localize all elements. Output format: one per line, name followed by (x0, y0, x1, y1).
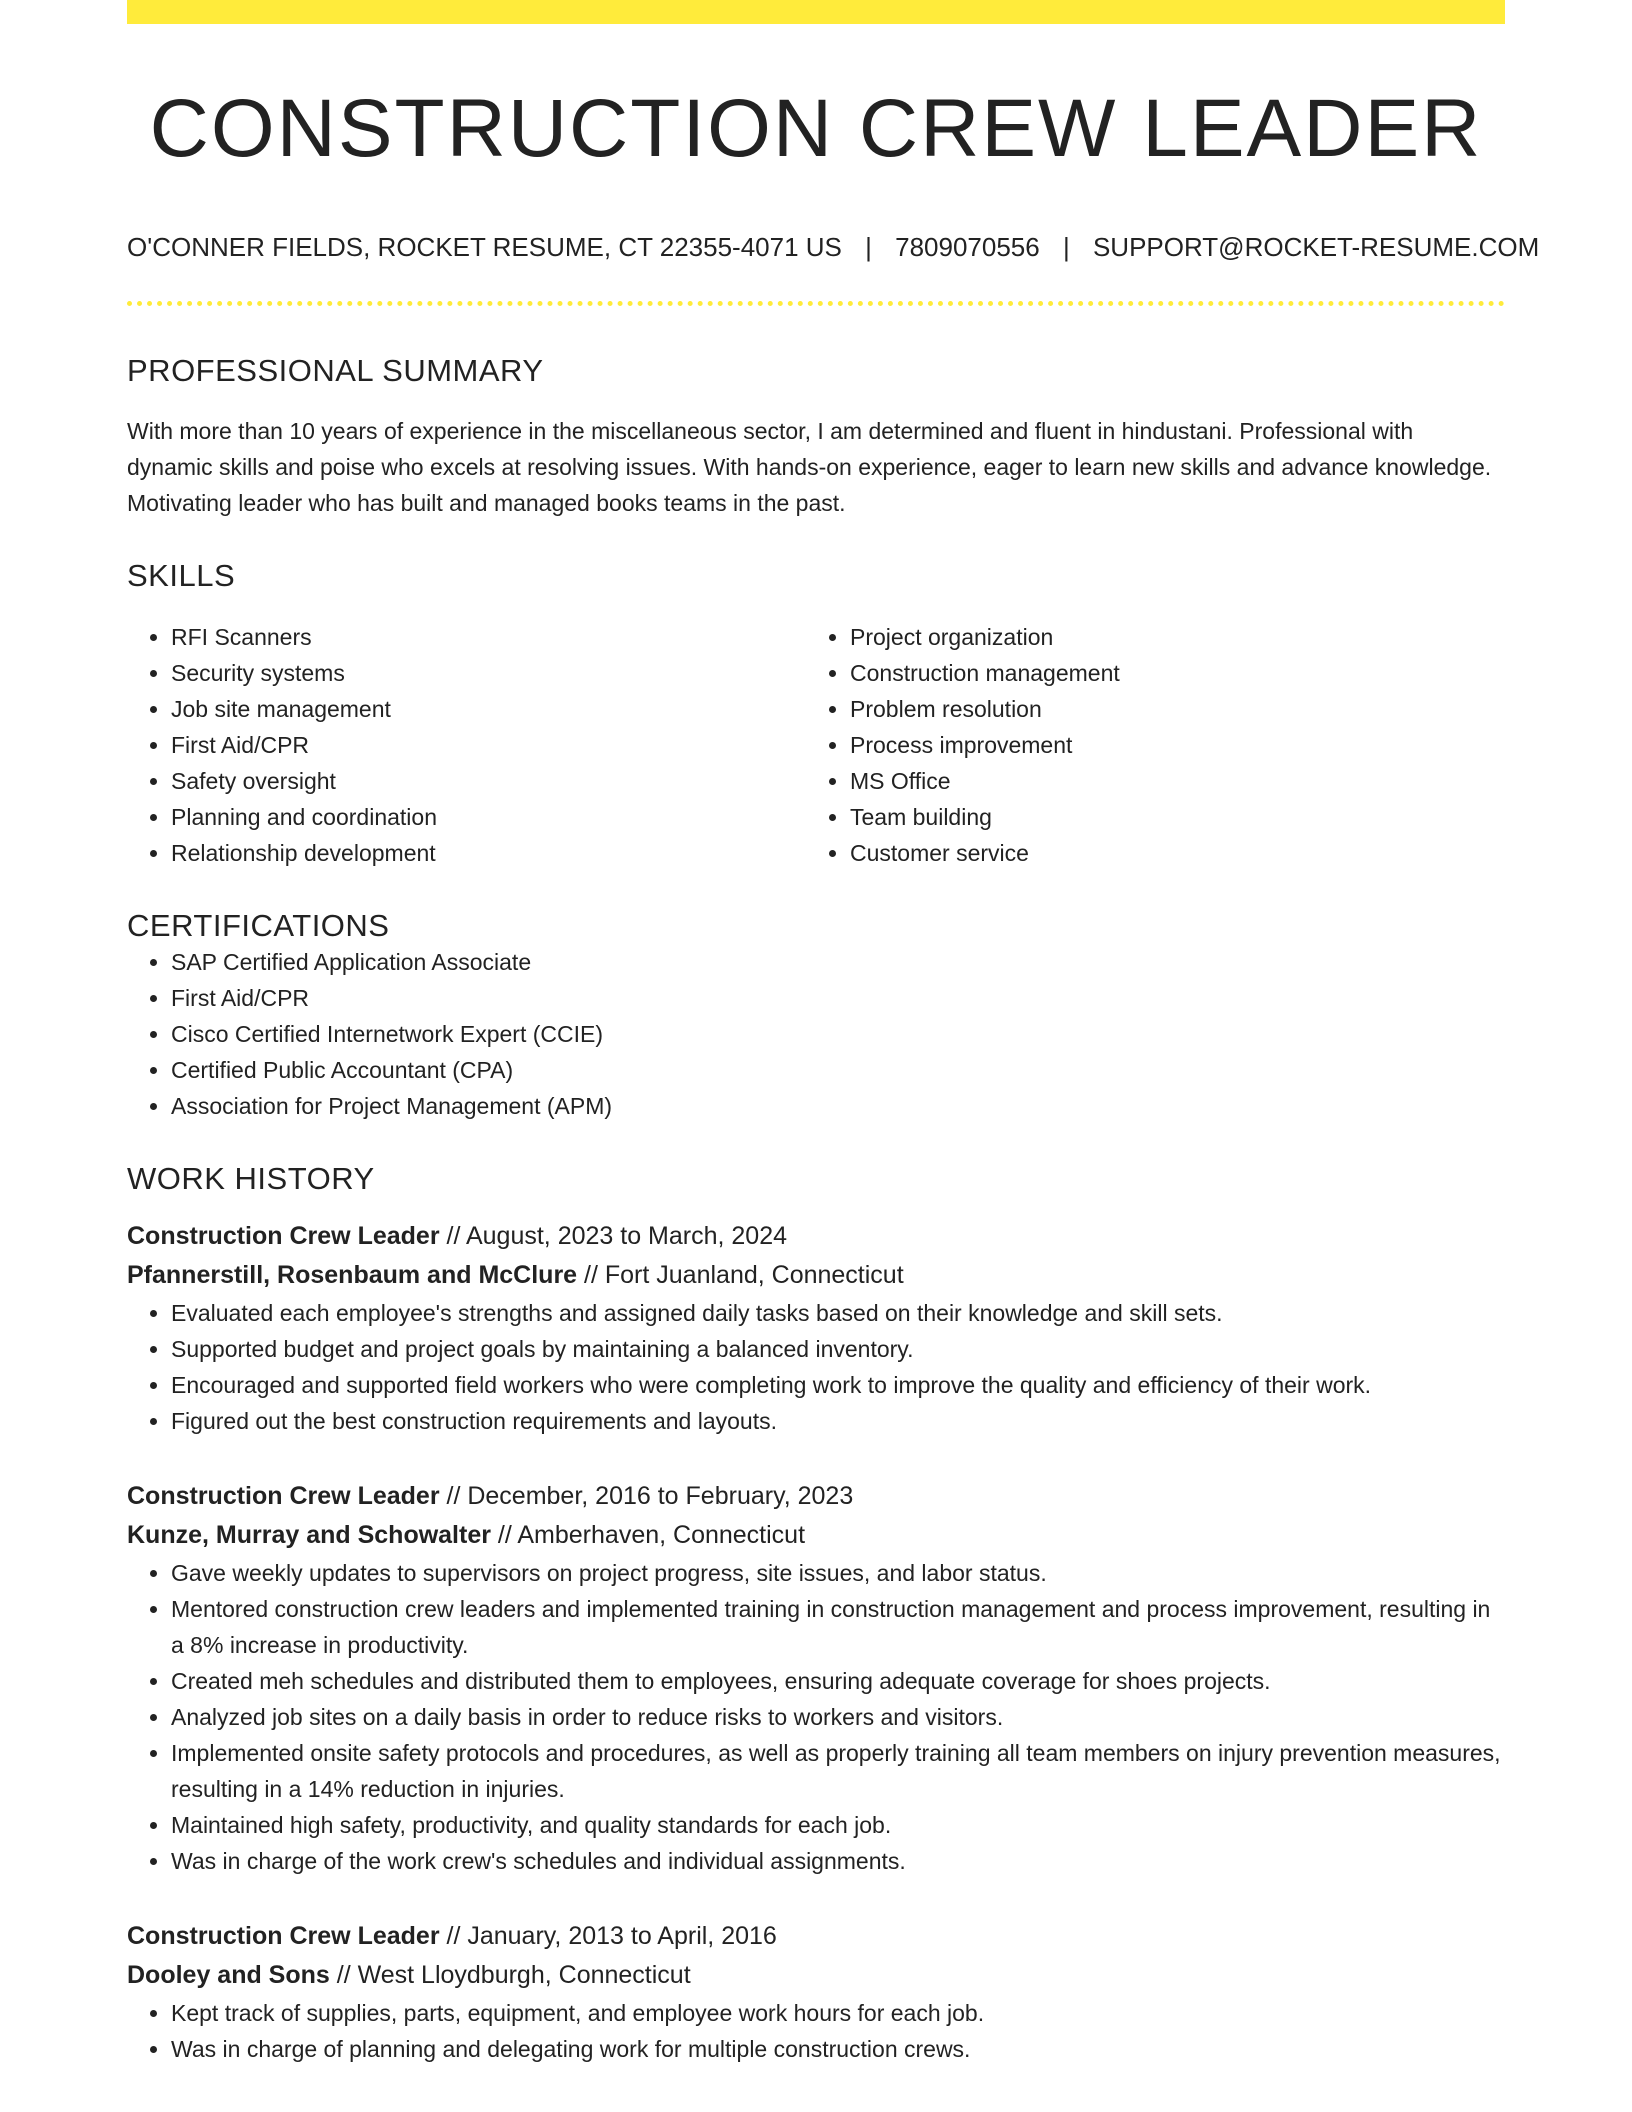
job-duty: • Gave weekly updates to supervisors on project progress, site issues, and labor status. (171, 1555, 1505, 1591)
job-title: Construction Crew Leader (127, 1221, 440, 1250)
job-dates: // December, 2016 to February, 2023 (439, 1481, 854, 1510)
certification-item: • First Aid/CPR (171, 980, 1505, 1016)
summary-text: With more than 10 years of experience in the miscellaneous sector, I am determined and fluent in hindustani. Professional with dynamic skills and poise who excels at resolving issues. With hands-on experience, eager to learn new skills and advance knowledge. Motivating leader who has built and managed books teams in the past. (127, 418, 1492, 517)
section-heading: PROFESSIONAL SUMMARY (127, 353, 544, 389)
skill-item: • Project organization (850, 619, 1485, 655)
work-history-section (127, 1160, 1505, 2067)
contact-separator: | (1062, 232, 1070, 263)
job-title: Construction Crew Leader (127, 1481, 440, 1510)
skills-list-right (806, 619, 1485, 871)
job-duty: • Encouraged and supported field workers who were completing work to improve the quality and efficiency of their work. (171, 1367, 1505, 1403)
job-title-line (127, 1477, 1505, 1516)
job-company: Kunze, Murray and Schowalter (127, 1520, 491, 1549)
job-duty: • Analyzed job sites on a daily basis in order to reduce risks to workers and visitors. (171, 1699, 1505, 1735)
job-duty: • Implemented onsite safety protocols and procedures, as well as properly training all team members on injury prevention measures, resulting in a 14% reduction in injuries. (171, 1735, 1505, 1807)
certifications-section (127, 907, 1505, 1124)
skill-item: • Problem resolution (850, 691, 1485, 727)
job-title-line (127, 1917, 1505, 1956)
job-entry (127, 1477, 1505, 1879)
skill-item: • RFI Scanners (171, 619, 806, 655)
section-heading: CERTIFICATIONS (127, 907, 390, 943)
job-company-line (127, 1516, 1505, 1555)
job-duties-list (127, 1555, 1505, 1879)
job-location: // Amberhaven, Connecticut (490, 1520, 806, 1549)
job-duty: • Figured out the best construction requirements and layouts. (171, 1403, 1505, 1439)
skill-item: • Job site management (171, 691, 806, 727)
contact-address: O'CONNER FIELDS, ROCKET RESUME, CT 22355-4071 US (127, 232, 842, 263)
resume-content (127, 0, 1540, 2067)
contact-email: SUPPORT@ROCKET-RESUME.COM (1092, 232, 1540, 263)
job-dates: // January, 2013 to April, 2016 (439, 1921, 777, 1950)
skill-item: • Process improvement (850, 727, 1485, 763)
skill-item: • Relationship development (171, 835, 806, 871)
job-duty: • Was in charge of the work crew's schedules and individual assignments. (171, 1843, 1505, 1879)
job-company: Dooley and Sons (127, 1960, 330, 1989)
professional-summary-section (127, 352, 1505, 521)
resume-title: CONSTRUCTION CREW LEADER (149, 83, 1483, 174)
job-duty: • Supported budget and project goals by maintaining a balanced inventory. (171, 1331, 1505, 1367)
job-duties-list (127, 1295, 1505, 1439)
job-duties-list (127, 1995, 1505, 2067)
skills-list-left (127, 619, 806, 871)
section-heading: WORK HISTORY (127, 1160, 375, 1196)
contact-line (127, 232, 1540, 263)
skill-item: • Customer service (850, 835, 1485, 871)
job-duty: • Maintained high safety, productivity, and quality standards for each job. (171, 1807, 1505, 1843)
skill-item: • MS Office (850, 763, 1485, 799)
job-company-line (127, 1956, 1505, 1995)
job-duty: • Was in charge of planning and delegating work for multiple construction crews. (171, 2031, 1505, 2067)
certification-item: • Certified Public Accountant (CPA) (171, 1052, 1505, 1088)
contact-phone: 7809070556 (895, 232, 1040, 263)
certification-item: • Cisco Certified Internetwork Expert (CCIE) (171, 1016, 1505, 1052)
job-location: // West Lloydburgh, Connecticut (329, 1960, 691, 1989)
certification-item: • SAP Certified Application Associate (171, 944, 1505, 980)
job-entry (127, 1217, 1505, 1439)
contact-separator: | (865, 232, 872, 263)
skill-item: • Security systems (171, 655, 806, 691)
skill-item: • Team building (850, 799, 1485, 835)
skills-columns (127, 619, 1505, 871)
skill-item: • First Aid/CPR (171, 727, 806, 763)
skills-section (127, 557, 1505, 870)
job-dates: // August, 2023 to March, 2024 (439, 1221, 788, 1250)
job-title: Construction Crew Leader (127, 1921, 440, 1950)
job-company-line (127, 1256, 1505, 1295)
job-duty: • Evaluated each employee's strengths and assigned daily tasks based on their knowledge and skill sets. (171, 1295, 1505, 1331)
skill-item: • Planning and coordination (171, 799, 806, 835)
certifications-list (127, 944, 1505, 1124)
skill-item: • Construction management (850, 655, 1485, 691)
skill-item: • Safety oversight (171, 763, 806, 799)
job-location: // Fort Juanland, Connecticut (577, 1260, 904, 1289)
dotted-divider (127, 301, 1505, 306)
job-title-line (127, 1217, 1505, 1256)
job-entry (127, 1917, 1505, 2067)
job-duty: • Created meh schedules and distributed them to employees, ensuring adequate coverage for shoes projects. (171, 1663, 1505, 1699)
certification-item: • Association for Project Management (APM) (171, 1088, 1505, 1124)
job-duty: • Kept track of supplies, parts, equipment, and employee work hours for each job. (171, 1995, 1505, 2031)
job-duty: • Mentored construction crew leaders and implemented training in construction management and process improvement, resulting in a 8% increase in productivity. (171, 1591, 1505, 1663)
job-company: Pfannerstill, Rosenbaum and McClure (127, 1260, 578, 1289)
section-heading: SKILLS (127, 558, 236, 594)
top-accent-bar (127, 0, 1505, 24)
